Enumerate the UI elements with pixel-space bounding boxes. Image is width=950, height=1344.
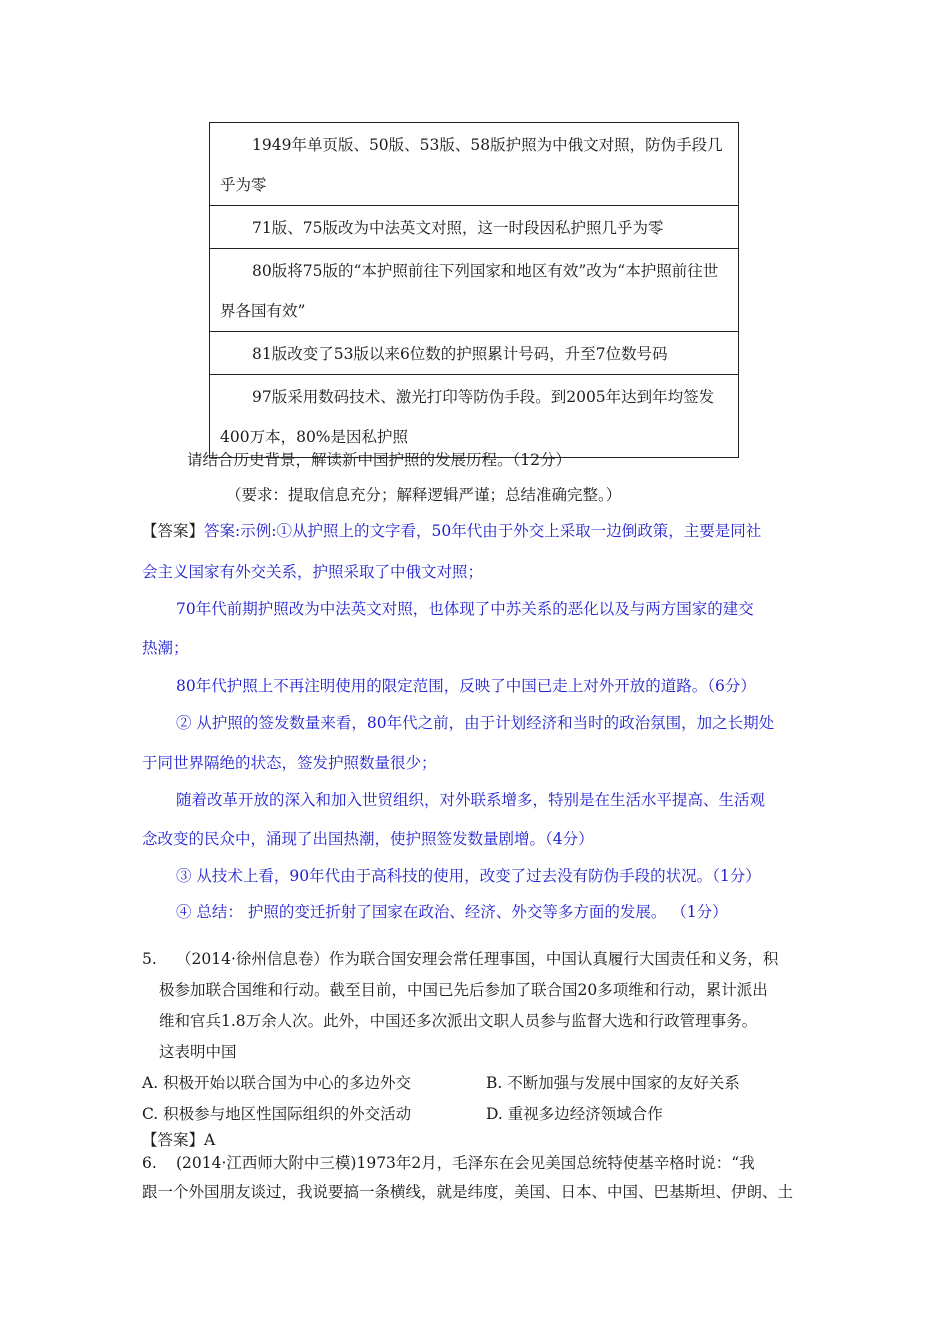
option-b: B. 不断加强与发展中国家的友好关系 bbox=[486, 1074, 740, 1092]
table-row bbox=[210, 206, 739, 249]
question-number: 5. bbox=[142, 950, 157, 968]
question-text: (2014·江西师大附中三模)1973年2月，毛泽东在会见美国总统特使基辛格时说：“我 bbox=[176, 1154, 755, 1172]
answer-line: 于同世界隔绝的状态，签发护照数量很少； bbox=[142, 754, 437, 772]
table-row bbox=[210, 332, 739, 375]
answer-line: 随着改革开放的深入和加入世贸组织，对外联系增多，特别是在生活水平提高、生活观 bbox=[176, 791, 766, 809]
answer-line: 80年代护照上不再注明使用的限定范围，反映了中国已走上对外开放的道路。（6分） bbox=[176, 677, 756, 695]
answer-tag: 【答案】 bbox=[142, 522, 205, 540]
question-number: 6. bbox=[142, 1154, 157, 1172]
table-cell: 71版、75版改为中法英文对照，这一时段因私护照几乎为零 bbox=[210, 206, 739, 249]
question-text: （2014·徐州信息卷）作为联合国安理会常任理事国，中国认真履行大国责任和义务，积 bbox=[176, 950, 779, 968]
question-prompt: 请结合历史背景，解读新中国护照的发展历程。（12分） bbox=[187, 451, 571, 469]
answer-line: 热潮； bbox=[142, 639, 189, 657]
answer-label: 答案: bbox=[204, 522, 241, 540]
option-d: D. 重视多边经济领域合作 bbox=[486, 1105, 663, 1123]
answer-line: ② 从护照的签发数量来看，80年代之前，由于计划经济和当时的政治氛围，加之长期处 bbox=[176, 714, 775, 732]
table-cell: 1949年单页版、50版、53版、58版护照为中俄文对照，防伪手段几乎为零 bbox=[210, 123, 739, 206]
answer-tag: 【答案】 bbox=[142, 1131, 205, 1149]
option-c: C. 积极参与地区性国际组织的外交活动 bbox=[142, 1105, 412, 1123]
table-cell: 80版将75版的“本护照前往下列国家和地区有效”改为“本护照前往世界各国有效” bbox=[210, 249, 739, 332]
table-row bbox=[210, 375, 739, 458]
table-row bbox=[210, 249, 739, 332]
answer-line: 会主义国家有外交关系，护照采取了中俄文对照； bbox=[142, 563, 484, 581]
answer-line bbox=[142, 521, 761, 541]
table-row bbox=[210, 123, 739, 206]
answer-line: 70年代前期护照改为中法英文对照，也体现了中苏关系的恶化以及与两方国家的建交 bbox=[176, 600, 754, 618]
answer-line: ④ 总结： 护照的变迁折射了国家在政治、经济、外交等多方面的发展。 （1分） bbox=[176, 903, 728, 921]
answer-value: A bbox=[204, 1131, 216, 1149]
answer-line bbox=[142, 1130, 215, 1150]
question-text: 极参加联合国维和行动。截至目前，中国已先后参加了联合国20多项维和行动，累计派出 bbox=[159, 981, 768, 999]
table-cell: 97版采用数码技术、激光打印等防伪手段。到2005年达到年均签发400万本，80%是因私护照 bbox=[210, 375, 739, 458]
answer-line: 念改变的民众中，涌现了出国热潮，使护照签发数量剧增。（4分） bbox=[142, 830, 594, 848]
answer-line: ③ 从技术上看，90年代由于高科技的使用，改变了过去没有防伪手段的状况。（1分） bbox=[176, 867, 761, 885]
question-text: 维和官兵1.8万余人次。此外，中国还多次派出文职人员参与监督大选和行政管理事务。 bbox=[159, 1012, 758, 1030]
passport-history-table bbox=[209, 122, 739, 458]
answer-text: 示例:①从护照上的文字看，50年代由于外交上采取一边倒政策，主要是同社 bbox=[240, 522, 762, 540]
question-requirement: （要求：提取信息充分；解释逻辑严谨；总结准确完整。） bbox=[226, 486, 622, 504]
question-text: 这表明中国 bbox=[159, 1043, 237, 1061]
option-a: A. 积极开始以联合国为中心的多边外交 bbox=[142, 1074, 412, 1092]
table-cell: 81版改变了53版以来6位数的护照累计号码，升至7位数号码 bbox=[210, 332, 739, 375]
question-text: 跟一个外国朋友谈过，我说要搞一条横线，就是纬度，美国、日本、中国、巴基斯坦、伊朗、土 bbox=[142, 1183, 794, 1201]
